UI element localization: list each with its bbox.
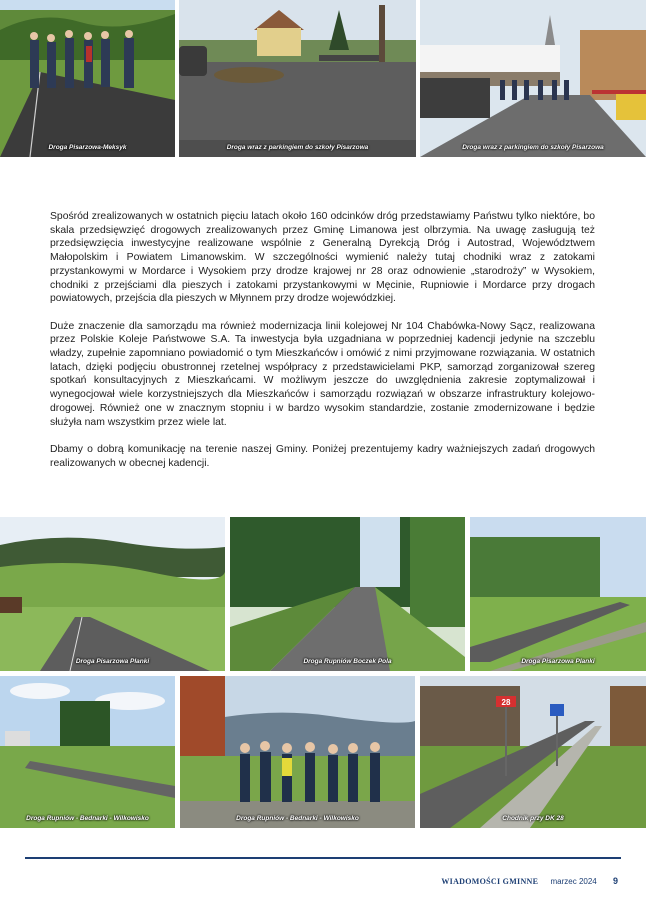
photo-caption: Droga Rupniów - Bednarki - Wilkowisko — [26, 815, 149, 822]
forest-road-illustration — [230, 517, 465, 671]
photo-pisarzowa-planki-1 — [0, 517, 225, 671]
valley-road-illustration — [0, 517, 225, 671]
photo-caption: Chodnik przy DK 28 — [502, 815, 564, 822]
group-photo-illustration — [180, 676, 415, 828]
article-paragraph-1: Spośród zrealizowanych w ostatnich pięciu latach około 160 odcinków dróg przedstawiamy Państwu tylko niektóre, bo skala przedsięwzięć drogowych zrealizowanych przez Gminę Limanowa jest olbrzymia. Na uwagę zasługują też przedsięwzięcia inwestycyjne realizowane wspólnie z Generalną Dyrekcją Dróg i Autostrad, Województwem Małopolskim i Powiatem Limanowskim. W szczególności wymienić należy tutaj chodniki wraz z zatokami przystankowymi w Mordarce i Wysokiem przy drodze krajowej nr 28 oraz odnowienie „starodroży” w Wysokiem, chodniki z przejściami dla pieszych i zatokami przystankowymi w Męcinie, Rupniowie i Mordarce przy drogach powiatowych, przejścia dla pieszych w Młynnem przy drodze wojewódzkiej. — [50, 211, 595, 305]
photo-rupniow-boczek-pola — [230, 517, 465, 671]
issue-date: marzec 2024 — [550, 877, 597, 886]
page-number: 9 — [612, 876, 618, 886]
page-footer — [441, 876, 618, 886]
article-body — [50, 210, 595, 484]
photo-school-parking-2 — [420, 0, 646, 157]
footer-divider — [25, 857, 621, 859]
article-paragraph-2: Duże znaczenie dla samorządu ma również modernizacja linii kolejowej Nr 104 Chabówka-Nowy Sącz, realizowana przez Polskie Koleje Państwowe S.A. Ta inwestycja była uzgadniana w poprzedniej kadencji jedynie na szczeblu władzy, zupełnie zapomniano powiadomić o tym Mieszkańców i omówić z nimi przyjmowane rozwiązania. W ostatnich latach, dzięki podjęciu obustronnej rzetelnej współpracy z przedstawicielami PKP, samorząd zorganizował szereg spotkań konsultacyjnych z Mieszkańcami. W możliwym jeszcze do uwzględnienia zakresie zoptymalizował i wynegocjował wiele korzystniejszych dla Mieszkańców i samorządu rozwiązań w obszarze infrastruktury kolejowo-drogowej. Również one w znacznym stopniu i w bardzo wysokim standardzie, zostanie zmodernizowane i będzie służyła nam wszystkim przez wiele lat. — [50, 320, 595, 428]
photo-pisarzowa-planki-2 — [470, 517, 646, 671]
magazine-name: WIADOMOŚCI GMINNE — [441, 877, 539, 886]
road-officials-illustration — [0, 0, 175, 157]
school-road-illustration — [420, 0, 646, 157]
photo-caption: Droga wraz z parkingiem do szkoły Pisarzowa — [462, 144, 604, 151]
photo-pisarzowa-meksyk — [0, 0, 175, 157]
photo-caption: Droga Pisarzowa-Meksyk — [48, 144, 127, 151]
photo-caption: Droga Pisarzowa Planki — [75, 658, 150, 665]
photo-caption: Droga Rupniów Boczek Pola — [303, 658, 392, 665]
article-paragraph-3: Dbamy o dobrą komunikację na terenie naszej Gminy. Poniżej prezentujemy kadry ważniejszych zadań drogowych realizowanych w obecnej kadencji. — [50, 443, 595, 469]
photo-chodnik-dk28 — [420, 676, 646, 828]
parking-illustration — [179, 0, 416, 157]
rural-road-illustration — [470, 517, 646, 671]
sidewalk-road-illustration — [420, 676, 646, 828]
photo-rupniow-bednarki-1 — [0, 676, 175, 828]
photo-rupniow-bednarki-2 — [180, 676, 415, 828]
photo-caption: Droga Pisarzowa Planki — [521, 658, 595, 665]
photo-caption: Droga wraz z parkingiem do szkoły Pisarzowa — [226, 144, 369, 151]
countryside-road-illustration — [0, 676, 175, 828]
photo-school-parking-1 — [179, 0, 416, 157]
road-sign-number: 28 — [501, 698, 511, 707]
photo-caption: Droga Rupniów - Bednarki - Wilkowisko — [236, 815, 359, 822]
